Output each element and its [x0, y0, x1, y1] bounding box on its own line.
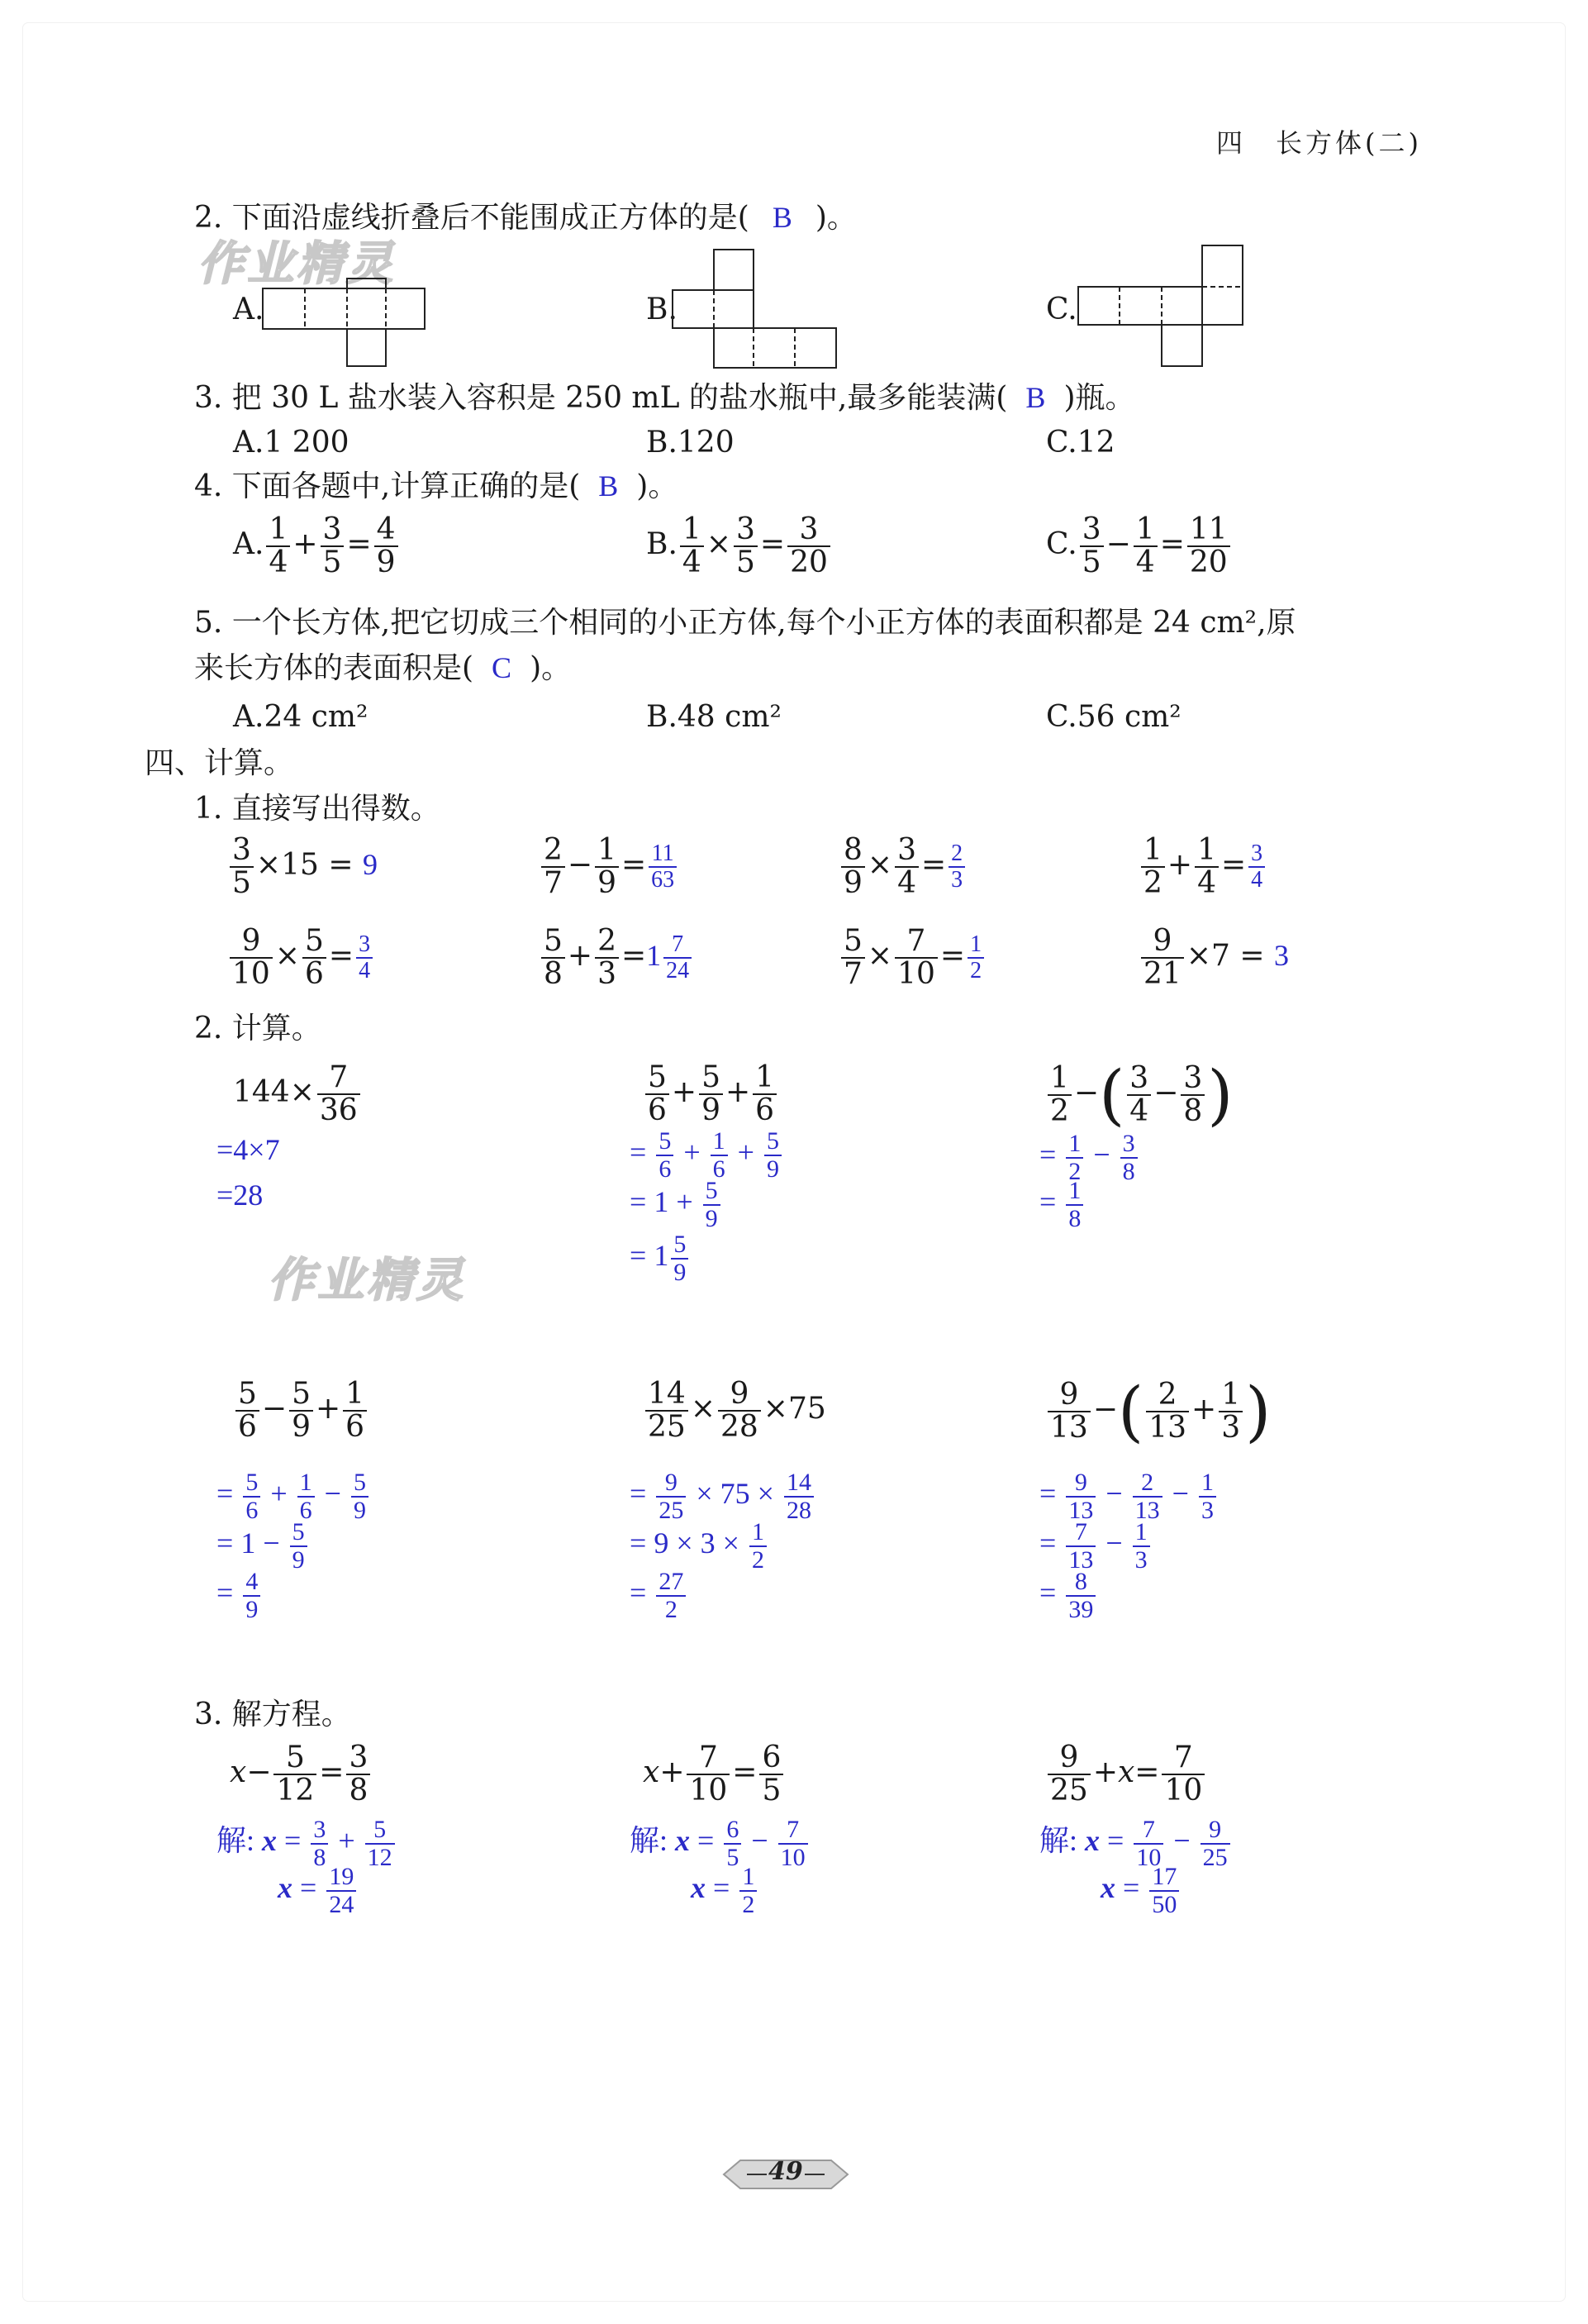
s2-p4-step3: = $\frac{4}{9}$: [216, 1569, 263, 1622]
s3-e1-equation: x− $\frac{5}{12}$ = $\frac{3}{8}$: [230, 1742, 373, 1807]
s1-r2-item4: $\frac{9}{21}$ ×7 = 3: [1139, 926, 1289, 990]
q3-option-c: C.12: [1046, 426, 1115, 460]
s2-p5-step2: = 9 × 3 × $\frac{1}{2}$: [630, 1519, 769, 1573]
q5-option-b: B.48 cm²: [646, 700, 782, 734]
s2-p6-expression: $\frac{9}{13}$ −( $\frac{2}{13}$ + $\frac{1}{3}$ ): [1045, 1379, 1271, 1445]
q3-option-b: B.120: [646, 426, 735, 460]
q3-option-a: A.1 200: [233, 426, 349, 460]
page-header: 四 长方体(二): [1216, 127, 1422, 159]
q2-option-a-label: A.: [233, 293, 264, 326]
s2-p1-step2: =28: [216, 1179, 264, 1212]
q5-line1: 5. 一个长方体,把它切成三个相同的小正方体,每个小正方体的表面积都是 24 cm²,原: [194, 606, 1296, 640]
s3-e3-step1: 解: x = $\frac{7}{10}$ − $\frac{9}{25}$: [1039, 1817, 1233, 1870]
q2-option-c-label: C.: [1046, 293, 1077, 326]
s1-r2-item1: $\frac{9}{10}$ × $\frac{5}{6}$ = $\frac{3}{4}$: [227, 926, 375, 990]
s2-p6-step1: = $\frac{9}{13}$ − $\frac{2}{13}$ − $\frac{1}{3}$: [1039, 1469, 1219, 1523]
s2-p1-step1: =4×7: [216, 1133, 280, 1166]
s1-r2-item3: $\frac{5}{7}$ × $\frac{7}{10}$ = $\frac{1}{2}$: [839, 926, 987, 990]
s2-p4-step2: = 1 − $\frac{5}{9}$: [216, 1519, 310, 1573]
q5-line2: 来长方体的表面积是( C )。: [194, 651, 572, 685]
s2-p6-step2: = $\frac{7}{13}$ − $\frac{1}{3}$: [1039, 1519, 1153, 1573]
q3-stem: 3. 把 30 L 盐水装入容积是 250 mL 的盐水瓶中,最多能装满( B )瓶。: [194, 381, 1135, 415]
s2-p5-expression: $\frac{14}{25}$ × $\frac{9}{28}$ ×75: [643, 1379, 826, 1443]
s2-p5-step3: = $\frac{27}{2}$: [630, 1569, 688, 1622]
s3-title: 3. 解方程。: [194, 1698, 351, 1731]
s1-title: 1. 直接写出得数。: [194, 792, 440, 826]
s2-p3-expression: $\frac{1}{2}$ −( $\frac{3}{4}$ − $\frac{3}{8}$ ): [1045, 1062, 1234, 1128]
s1-r1-item2: $\frac{2}{7}$ − $\frac{1}{9}$ = $\frac{11}{63}$: [539, 835, 679, 899]
page-number: 49: [768, 2157, 803, 2186]
s3-e3-step2: x = $\frac{17}{50}$: [1101, 1864, 1181, 1917]
s3-e2-step1: 解: x = $\frac{6}{5}$ − $\frac{7}{10}$: [630, 1817, 811, 1870]
s2-p1-expression: 144× $\frac{7}{36}$: [233, 1062, 363, 1126]
net-b-figure: [671, 248, 840, 370]
s2-p5-step1: = $\frac{9}{25}$ × 75 × $\frac{14}{28}$: [630, 1469, 816, 1523]
s2-p6-step3: = $\frac{8}{39}$: [1039, 1569, 1098, 1622]
q4-stem: 4. 下面各题中,计算正确的是( B )。: [194, 469, 678, 503]
q3-answer: B: [1025, 381, 1046, 414]
s2-title: 2. 计算。: [194, 1012, 321, 1045]
s2-p2-expression: $\frac{5}{6}$ + $\frac{5}{9}$ + $\frac{1}{6}$: [643, 1062, 779, 1126]
q5-answer: C: [492, 651, 512, 684]
s3-e2-equation: x+ $\frac{7}{10}$ = $\frac{6}{5}$: [643, 1742, 786, 1807]
s1-r1-item4: $\frac{1}{2}$ + $\frac{1}{4}$ = $\frac{3}{4}$: [1139, 835, 1267, 899]
net-a-figure: [261, 277, 430, 368]
q4-option-c: C. $\frac{3}{5}$ − $\frac{1}{4}$ = $\frac{11}{20}$: [1046, 514, 1233, 579]
s3-e1-step1: 解: x = $\frac{3}{8}$ + $\frac{5}{12}$: [216, 1817, 397, 1870]
s2-p3-step2: = $\frac{1}{8}$: [1039, 1178, 1086, 1231]
q5-option-a: A.24 cm²: [233, 700, 368, 734]
s2-p3-step1: = $\frac{1}{2}$ − $\frac{3}{8}$: [1039, 1131, 1140, 1184]
s2-p4-step1: = $\frac{5}{6}$ + $\frac{1}{6}$ − $\frac{5}{9}$: [216, 1469, 371, 1523]
q2-option-b-label: B.: [646, 293, 678, 326]
section-4-title: 四、计算。: [145, 746, 294, 780]
s1-r1-item3: $\frac{8}{9}$ × $\frac{3}{4}$ = $\frac{2}{3}$: [839, 835, 968, 899]
s2-p2-step3: = 1 $\frac{5}{9}$: [630, 1231, 691, 1285]
s3-e2-step2: x = $\frac{1}{2}$: [691, 1864, 759, 1917]
s3-e1-step2: x = $\frac{19}{24}$: [278, 1864, 359, 1917]
watermark-top: 作业精灵: [194, 237, 407, 291]
net-c-figure: [1077, 244, 1246, 369]
q4-option-b: B. $\frac{1}{4}$ × $\frac{3}{5}$ = $\frac{3}{20}$: [646, 514, 833, 579]
s2-p2-step2: = 1 + $\frac{5}{9}$: [630, 1178, 723, 1231]
q2-answer: B: [772, 201, 792, 234]
s3-e3-equation: $\frac{9}{25}$ +x= $\frac{7}{10}$: [1045, 1742, 1207, 1807]
s1-r2-item2: $\frac{5}{8}$ + $\frac{2}{3}$ =1 $\frac{7}{24}$: [539, 926, 694, 990]
s2-p2-step1: = $\frac{5}{6}$ + $\frac{1}{6}$ + $\frac{5}{9}$: [630, 1128, 784, 1182]
s2-p4-expression: $\frac{5}{6}$ − $\frac{5}{9}$ + $\frac{1}{6}$: [233, 1379, 369, 1443]
q4-option-a: A. $\frac{1}{4}$ + $\frac{3}{5}$ = $\frac{4}{9}$: [233, 514, 401, 579]
q5-option-c: C.56 cm²: [1046, 700, 1181, 734]
s1-r1-item1: $\frac{3}{5}$ ×15 = 9: [227, 835, 378, 899]
watermark-middle: 作业精灵: [264, 1254, 477, 1307]
q2-stem: 2. 下面沿虚线折叠后不能围成正方体的是( B )。: [194, 201, 857, 235]
q4-answer: B: [598, 469, 619, 502]
